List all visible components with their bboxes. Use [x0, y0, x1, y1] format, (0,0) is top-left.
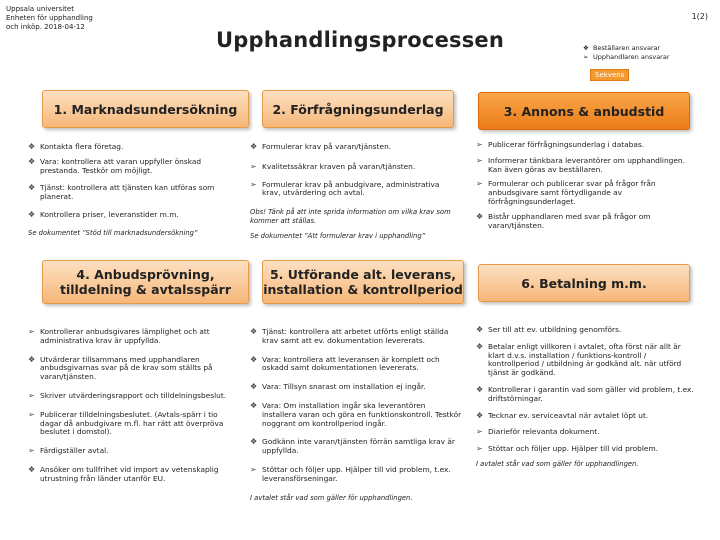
sequence-label: Sekvens [590, 69, 629, 81]
list-item [250, 383, 462, 392]
step-5-title-line-1: 5. Utförande alt. leverans, [269, 267, 457, 282]
diamond-bullet-icon: ❖ [476, 211, 484, 221]
diamond-bullet-icon: ❖ [250, 382, 258, 392]
step-2-title: 2. Förfrågningsunderlag [272, 101, 444, 117]
diamond-bullet-icon: ❖ [250, 142, 258, 151]
item-text: Kvalitetssäkrar kraven på varan/tjänsten. [262, 161, 416, 171]
item-text: Vara: Om installation ingår ska leverantören installera varan och göra en funktionskontroll. Testkör noggrant om kontrollperiod ingår. [262, 400, 462, 428]
item-text: Bistår upphandlaren med svar på frågor om varan/tjänsten. [488, 211, 651, 230]
step-6-items [476, 326, 694, 475]
step-2-header [262, 90, 454, 128]
item-text: Publicerar förfrågningsunderlag i databas. [488, 140, 645, 149]
step-3-title: 3. Annons & anbudstid [503, 103, 665, 119]
arrow-bullet-icon: ➢ [583, 53, 589, 61]
diamond-bullet-icon: ❖ [476, 410, 484, 420]
page-title: Upphandlingsprocessen [216, 28, 504, 52]
item-text: Diarieför relevanta dokument. [488, 427, 600, 437]
list-item [476, 445, 694, 454]
list-item [476, 157, 694, 175]
step-5-note: I avtalet står vad som gäller för upphandlingen. [250, 493, 413, 502]
item-text: Utvärderar tillsammans med upphandlaren anbudsgivarnas svar på de krav som ställts på varan/tjänsten. [40, 354, 213, 382]
list-item [476, 326, 694, 335]
list-item [476, 428, 694, 437]
step-4-title-line-2: tilldelning & avtalsspärr [59, 282, 232, 297]
arrow-bullet-icon: ➢ [476, 155, 483, 165]
item-text: Ser till att ev. utbildning genomförs. [488, 325, 622, 334]
item-text: Informerar tänkbara leverantörer om upphandlingen. Kan även göras av beställaren. [488, 155, 685, 174]
arrow-bullet-icon: ➢ [250, 161, 257, 171]
step-1-note: Se dokumentet ”Stöd till marknadsundersökning” [28, 228, 198, 237]
diamond-bullet-icon: ❖ [28, 209, 36, 219]
step-3-items [476, 141, 694, 236]
arrow-bullet-icon: ➢ [476, 179, 483, 189]
page-number: 1(2) [691, 12, 708, 21]
list-item [28, 158, 240, 176]
list-item [250, 181, 460, 199]
step-1-title: 1. Marknadsundersökning [53, 101, 238, 117]
list-item [28, 328, 240, 346]
arrow-bullet-icon: ➢ [28, 390, 35, 400]
step-2-note: Obs! Tänk på att inte sprida information om vilka krav som kommer att ställas. [250, 208, 451, 225]
legend-label-buyer: Beställaren ansvarar [593, 44, 661, 52]
step-1-header [42, 90, 249, 128]
step-6-header [478, 264, 690, 302]
list-item [476, 213, 694, 231]
diamond-bullet-icon: ❖ [476, 384, 484, 394]
list-item [28, 447, 240, 456]
list-item [250, 163, 460, 172]
list-item [476, 180, 694, 206]
arrow-bullet-icon: ➢ [476, 140, 483, 149]
diamond-bullet-icon: ❖ [28, 464, 36, 474]
item-text: Skriver utvärderingsrapport och tilldelningsbeslut. [40, 390, 227, 400]
legend-label-procurer: Upphandlaren ansvarar [593, 53, 670, 61]
step-2-document-note: Se dokumentet ”Att formulerar krav i upphandling” [250, 232, 426, 241]
list-item [476, 386, 694, 404]
list-item [28, 143, 240, 152]
org-line-1: Uppsala universitet [6, 5, 74, 13]
item-text: Kontakta flera företag. [40, 142, 124, 151]
item-text: Godkänn inte varan/tjänsten förrän samtliga krav är uppfyllda. [262, 437, 455, 456]
list-item [28, 356, 240, 382]
arrow-bullet-icon: ➢ [250, 464, 257, 474]
step-5-header [262, 260, 464, 304]
step-5-title [263, 267, 463, 297]
item-text: Betalar enligt villkoren i avtalet, ofta först när allt är klart d.v.s. installation / funktions-kontroll / kontrollperiod / utbildning är godkänd alt. när utförd tjänst är godkänd. [488, 341, 682, 378]
item-text: Kontrollera priser, leveranstider m.m. [40, 209, 179, 219]
item-text: Tjänst: kontrollera att arbetet utförts enligt ställda krav samt att ev. dokumentation levererats. [262, 327, 449, 345]
item-text: Vara: kontrollera att leveransen är komplett och oskadd samt dokumentationen levererats. [262, 354, 440, 373]
list-item [250, 402, 462, 428]
step-4-items [28, 328, 240, 490]
list-item [476, 343, 694, 378]
item-text: Stöttar och följer upp. Hjälper till vid problem, t.ex. leveransförseningar. [262, 464, 451, 483]
diamond-bullet-icon: ❖ [250, 437, 258, 447]
step-5-items [250, 328, 462, 509]
item-text: Vara: kontrollera att varan uppfyller önskad prestanda. Testkör om möjligt. [40, 156, 202, 175]
list-item [28, 411, 240, 437]
diamond-bullet-icon: ❖ [250, 327, 258, 336]
step-5-title-line-2: installation & kontrollperiod [263, 282, 463, 297]
arrow-bullet-icon: ➢ [28, 327, 35, 336]
legend-item-buyer [583, 44, 670, 53]
list-item [250, 143, 460, 152]
diamond-bullet-icon: ❖ [28, 156, 36, 166]
step-6-title: 6. Betalning m.m. [521, 275, 647, 291]
arrow-bullet-icon: ➢ [28, 446, 35, 456]
arrow-bullet-icon: ➢ [250, 179, 257, 189]
item-text: Färdigställer avtal. [40, 446, 109, 456]
diamond-bullet-icon: ❖ [476, 325, 484, 334]
item-text: Vara: Tillsyn snarast om installation ej ingår. [262, 382, 426, 392]
step-6-note: I avtalet står vad som gäller för upphandlingen. [476, 459, 639, 468]
item-text: Formulerar krav på varan/tjänsten. [262, 142, 392, 151]
legend [583, 44, 670, 62]
legend-item-procurer [583, 53, 670, 62]
list-item [28, 466, 240, 484]
diamond-bullet-icon: ❖ [250, 400, 258, 410]
list-item [250, 328, 462, 346]
step-4-header [42, 260, 249, 304]
list-item [250, 438, 462, 456]
item-text: Formulerar krav på anbudgivare, administrativa krav, utvärdering och avtal. [262, 179, 440, 198]
item-text: Ansöker om tullfrihet vid import av vetenskaplig utrustning från länder utanför EU. [40, 464, 219, 483]
list-item [476, 141, 694, 150]
step-4-title-line-1: 4. Anbudsprövning, [76, 267, 215, 282]
item-text: Tjänst: kontrollera att tjänsten kan utföras som planerat. [40, 183, 215, 202]
org-line-3: och inköp. 2018-04-12 [6, 23, 85, 31]
item-text: Formulerar och publicerar svar på frågor från anbudsgivare samt förtydligande av förfrågningsunderlaget. [488, 179, 656, 206]
diamond-bullet-icon: ❖ [28, 354, 36, 364]
diamond-bullet-icon: ❖ [28, 183, 36, 193]
list-item [476, 412, 694, 421]
step-2-items [250, 143, 460, 248]
arrow-bullet-icon: ➢ [28, 409, 35, 419]
list-item [28, 184, 240, 202]
list-item [250, 466, 462, 484]
diamond-bullet-icon: ❖ [28, 142, 36, 151]
step-3-header [478, 92, 690, 130]
step-1-items [28, 143, 240, 244]
diamond-bullet-icon: ❖ [476, 341, 484, 351]
list-item [28, 392, 240, 401]
list-item [28, 211, 240, 220]
arrow-bullet-icon: ➢ [476, 444, 483, 454]
diamond-bullet-icon: ❖ [583, 44, 589, 52]
item-text: Kontrollerar anbudsgivares lämplighet och att administrativa krav är uppfyllda. [40, 327, 210, 345]
step-4-title [60, 267, 231, 297]
item-text: Publicerar tilldelningsbeslutet. (Avtals-spärr i tio dagar då anbudgivare m.fl. har rätt att överpröva beslutet i domstol). [40, 409, 224, 437]
item-text: Tecknar ev. serviceavtal när avtalet löpt ut. [488, 410, 649, 420]
item-text: Kontrollerar i garantin vad som gäller vid problem, t.ex. driftstörningar. [488, 384, 694, 403]
item-text: Stöttar och följer upp. Hjälper till vid problem. [488, 444, 658, 454]
org-line-2: Enheten för upphandling [6, 14, 93, 22]
diamond-bullet-icon: ❖ [250, 354, 258, 364]
list-item [250, 356, 462, 374]
arrow-bullet-icon: ➢ [476, 427, 483, 437]
